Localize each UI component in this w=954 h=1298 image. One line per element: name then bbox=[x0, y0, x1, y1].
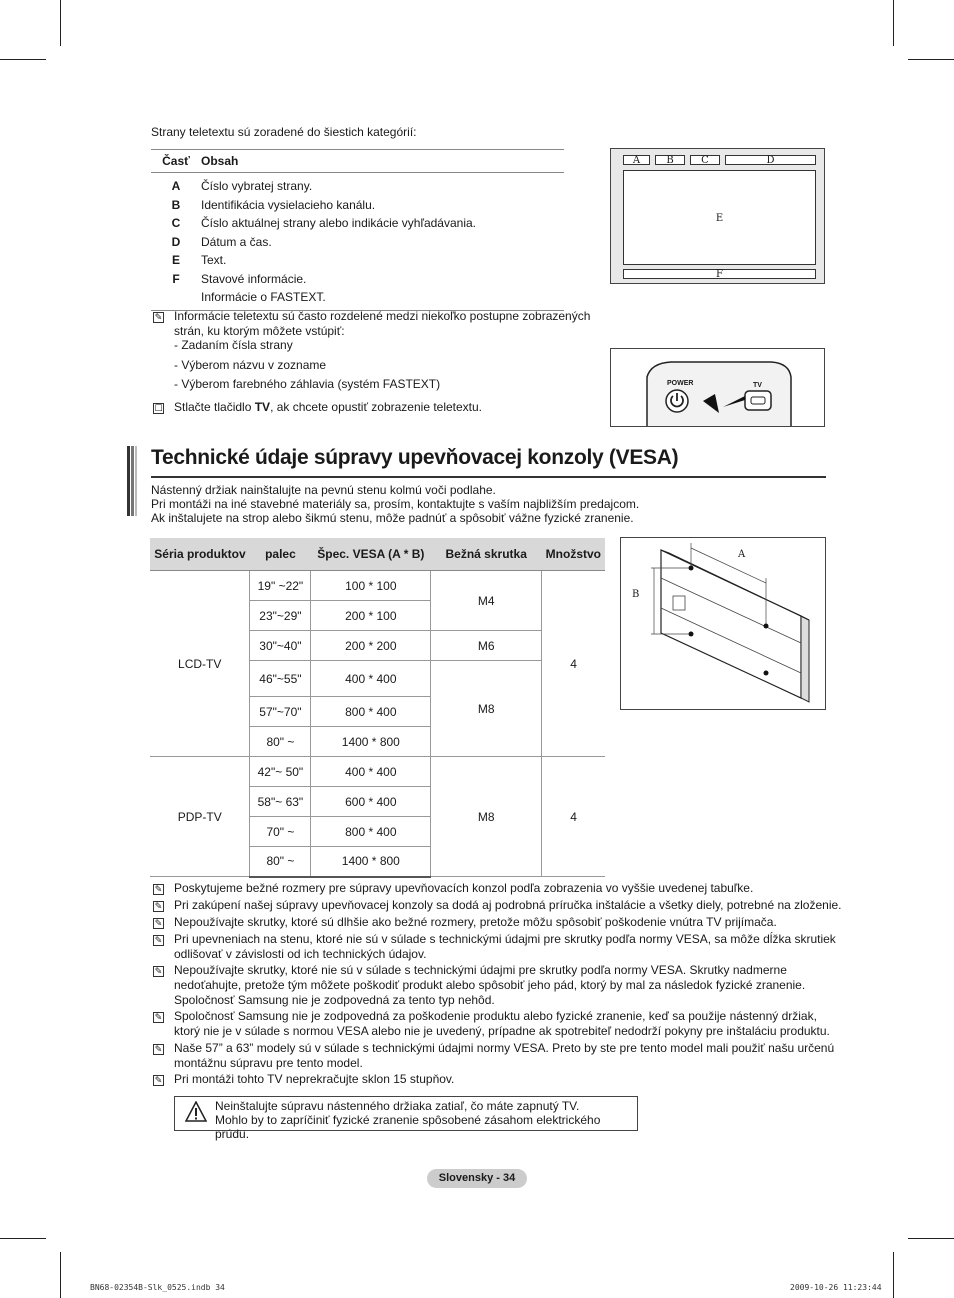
table-header: Obsah bbox=[201, 150, 564, 173]
table-header: Bežná skrutka bbox=[431, 538, 542, 571]
table-row: C Číslo aktuálnej strany alebo indikácie vyhľadávania. bbox=[171, 216, 476, 231]
page-number-badge: Slovensky - 34 bbox=[427, 1169, 527, 1188]
crop-mark bbox=[908, 1238, 954, 1239]
footer-date: 2009-10-26 11:23:44 bbox=[790, 1283, 882, 1292]
tv-back-illustration bbox=[621, 538, 825, 709]
crop-mark bbox=[60, 1252, 61, 1298]
note-icon: ✎ bbox=[154, 1044, 163, 1054]
remote-icon: ☐ bbox=[154, 403, 163, 413]
table-header: Časť bbox=[151, 150, 201, 173]
table-row: 80" ~ 1400 * 800 bbox=[150, 847, 605, 877]
note-icon: ✎ bbox=[154, 935, 163, 945]
teletext-info-note: Informácie teletextu sú často rozdelené medzi niekoľko postupne zobrazených strán, ku ktorým môžete vstúpiť: bbox=[174, 309, 591, 338]
note-icon: ✎ bbox=[154, 312, 163, 322]
teletext-area-a: A bbox=[623, 155, 650, 165]
note-icon: ✎ bbox=[154, 1075, 163, 1085]
dimension-b-label: B bbox=[632, 589, 640, 600]
exit-teletext-note: Stlačte tlačidlo TV, ak chcete opustiť zobrazenie teletextu. bbox=[174, 400, 483, 414]
tv-label: TV bbox=[753, 382, 762, 389]
table-row: A Číslo vybratej strany. bbox=[171, 179, 313, 194]
table-row: Informácie o FASTEXT. bbox=[151, 288, 564, 310]
warning-box bbox=[174, 1096, 638, 1141]
remote-control-figure bbox=[610, 348, 825, 427]
note-item: Nepoužívajte skrutky, ktoré sú dlhšie ako bežné rozmery, pretože môžu spôsobiť poškodenie vnútra TV prijímača. bbox=[174, 915, 777, 929]
teletext-area-b: B bbox=[655, 155, 685, 165]
note-item: Nepoužívajte skrutky, ktoré nie sú v súlade s technickými údajmi pre skrutky podľa normy VESA. Skrutky nadmerne nedoťahujte, pretože tým môžete poškodiť produkt alebo spôsobiť jeho pád, ktorý by mal za následok fyzické zranenie. Spoločnosť Samsung nie je zodpovedná za tento typ nehôd. bbox=[174, 963, 806, 1007]
dimension-a-label: A bbox=[738, 549, 746, 560]
table-header: Séria produktov bbox=[150, 538, 250, 571]
table-row: 46"~55" 400 * 400 M8 bbox=[150, 661, 605, 697]
list-item: - Zadaním čísla strany bbox=[174, 338, 293, 352]
note-icon: ✎ bbox=[154, 966, 163, 976]
table-row: PDP-TV 42"~ 50" 400 * 400 M8 4 bbox=[150, 757, 605, 787]
note-item: Spoločnosť Samsung nie je zodpovedná za poškodenie produktu alebo fyzické zranenie, keď sa použije nástenný držiak, ktorý nie je v súlade s normou VESA alebo nie je uvedený, prípadne ak spotrebiteľ nedodrží pokyny pre inštaláciu produktu. bbox=[174, 1009, 830, 1038]
table-row: F Stavové informácie. bbox=[172, 271, 307, 286]
note-item: Naše 57” a 63” modely sú v súlade s technickými údajmi normy VESA. Preto by ste pre tento model mali použiť našu určenú montážnu súpravu pre tento model. bbox=[174, 1041, 835, 1070]
category-table bbox=[151, 149, 564, 311]
table-row: 58"~ 63" 600 * 400 bbox=[150, 787, 605, 817]
teletext-area-d: D bbox=[725, 155, 816, 165]
table-header: palec bbox=[250, 538, 311, 571]
footer-file: BN68-02354B-Slk_0525.indb 34 bbox=[90, 1283, 225, 1292]
table-row: E Text. bbox=[171, 253, 227, 268]
teletext-area-e: E bbox=[623, 170, 816, 265]
crop-mark bbox=[908, 59, 954, 60]
section-bar bbox=[127, 446, 137, 516]
crop-mark bbox=[60, 0, 61, 46]
power-label: POWER bbox=[667, 380, 694, 387]
warning-text: Neinštalujte súpravu nástenného držiaka zatiaľ, čo máte zapnutý TV. Mohlo by to zapríčiniť fyzické zranenie spôsobené zásahom elektrického prúdu. bbox=[215, 1099, 601, 1141]
note-icon: ✎ bbox=[154, 918, 163, 928]
table-header: Špec. VESA (A * B) bbox=[311, 538, 431, 571]
vesa-spec-table bbox=[150, 538, 605, 878]
teletext-area-f: F bbox=[623, 269, 816, 279]
table-header: Množstvo bbox=[542, 538, 605, 571]
vesa-mount-figure bbox=[620, 537, 826, 710]
note-item: Pri montáži tohto TV neprekračujte sklon 15 stupňov. bbox=[174, 1072, 455, 1086]
crop-mark bbox=[893, 1252, 894, 1298]
teletext-screen-figure bbox=[610, 148, 825, 284]
table-row: LCD-TV 19" ~22" 100 * 100 M4 4 bbox=[150, 571, 605, 601]
list-item: - Výberom názvu v zozname bbox=[174, 358, 327, 372]
warning-icon bbox=[185, 1101, 207, 1123]
note-icon: ✎ bbox=[154, 1012, 163, 1022]
table-row: 80" ~ 1400 * 800 bbox=[150, 727, 605, 757]
intro-text: Strany teletextu sú zoradené do šiestich kategórií: bbox=[151, 125, 417, 139]
note-icon: ✎ bbox=[154, 901, 163, 911]
table-row: 57"~70" 800 * 400 bbox=[150, 697, 605, 727]
note-item: Poskytujeme bežné rozmery pre súpravy upevňovacích konzol podľa zobrazenia vo vyššie uvedenej tabuľke. bbox=[174, 881, 754, 895]
note-item: Pri zakúpení našej súpravy upevňovacej konzoly sa dodá aj podrobná príručka inštalácie a všetky diely, potrebné na zloženie. bbox=[174, 898, 842, 912]
table-row: D Dátum a čas. bbox=[171, 234, 272, 249]
list-item: - Výberom farebného záhlavia (systém FASTEXT) bbox=[174, 377, 441, 391]
crop-mark bbox=[0, 59, 46, 60]
table-row: 30"~40" 200 * 200 M6 bbox=[150, 631, 605, 661]
note-item: Pri upevneniach na stenu, ktoré nie sú v súlade s technickými údajmi pre skrutky podľa normy VESA, sa môže dĺžka skrutiek odlišovať v závislosti od ich technických údajov. bbox=[174, 932, 836, 961]
crop-mark bbox=[0, 1238, 46, 1239]
intro-paragraph: Nástenný držiak nainštalujte na pevnú stenu kolmú voči podlahe. Pri montáži na iné stavebné materiály sa, prosím, kontaktujte s vaším najbližším predajcom. Ak inštalujete na strop alebo šikmú stenu, môže padnúť a spôsobiť vážne fyzické zranenie. bbox=[151, 483, 640, 525]
crop-mark bbox=[893, 0, 894, 46]
remote-illustration bbox=[611, 349, 825, 427]
teletext-area-c: C bbox=[690, 155, 720, 165]
table-row: 23"~29" 200 * 100 bbox=[150, 601, 605, 631]
note-icon: ✎ bbox=[154, 884, 163, 894]
title-underline bbox=[151, 476, 826, 478]
section-title: Technické údaje súpravy upevňovacej konzoly (VESA) bbox=[151, 446, 679, 469]
table-row: 70" ~ 800 * 400 bbox=[150, 817, 605, 847]
table-row: B Identifikácia vysielacieho kanálu. bbox=[171, 197, 376, 212]
